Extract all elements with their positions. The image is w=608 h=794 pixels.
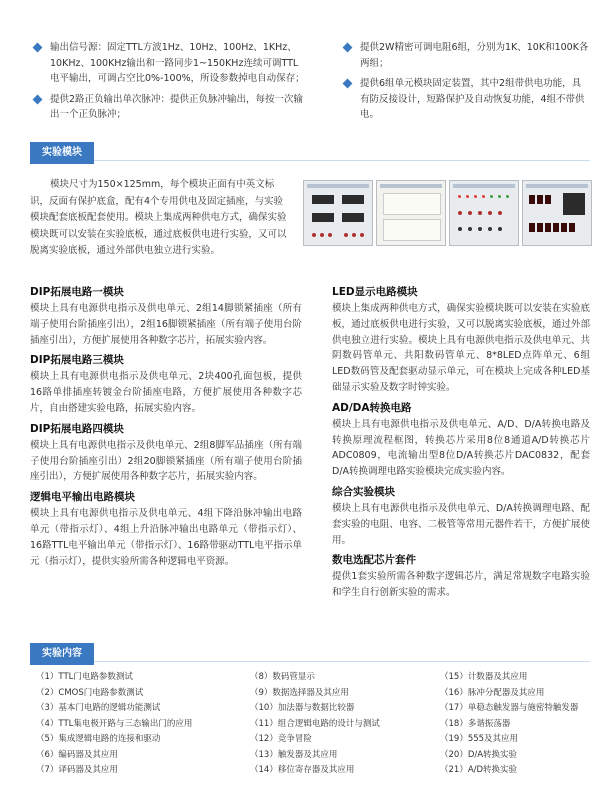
experiment-item: （18）多谐振荡器 [440, 718, 511, 729]
experiment-item: （19）555及其应用 [440, 734, 519, 744]
bullet-text: 提供2路正负输出单次脉冲：提供正负脉冲输出，每按一次输出一个正负脉冲； [50, 93, 304, 120]
module-description: 模块尺寸为150×125mm，每个模块正面有中英文标识，反面有保护底盒，配有4个专用供电及固定插座，与实验模块配套底板配套使用。模块上集成两种供电方式，确保实验模块既可以安装在实验底板，通过底板供电进行实验，又可以脱离实验底板，通过外部供电独立进行实验。 [30, 179, 287, 256]
section-title: 实验模块 [30, 142, 94, 164]
module-text: 模块上具有电源供电指示及供电单元、A/D、D/A转换电路及转换原理流程框图，转换芯片采用8位8通道A/D转换芯片ADC0809，电流输出型8位D/A转换芯片DAC0832，配套D/A转换调理电路实验模块完成实验内容。 [332, 418, 590, 478]
section-divider [30, 661, 590, 662]
experiment-item: （7）译码器及其应用 [36, 765, 118, 775]
module-text: 模块上具有电源供电指示及供电单元、4组下降沿脉冲输出电路单元（带指示灯）、4组上升沿脉冲输出电路单元（带指示灯）、16路TTL电平输出单元（带指示灯）、16路带驱动TTL电平指示单元（指示灯），提供实验所需各种逻辑电平资源。 [30, 508, 302, 567]
module-title: AD/DA转换电路 [332, 401, 412, 414]
module-photo [376, 180, 446, 246]
module-photo [303, 180, 373, 246]
module-title: LED显示电路模块 [332, 286, 418, 298]
experiment-item: （3）基本门电路的逻辑功能测试 [36, 703, 161, 713]
experiment-item: （10）加法器与数据比较器 [250, 703, 355, 713]
experiment-item: （17）单稳态触发器与施密特触发器 [440, 703, 579, 713]
bullet-text: 提供6组单元模块固定装置，其中2组带供电功能，具有防反接设计，短路保护及自动恢复功能，4组不带供电。 [360, 78, 585, 120]
experiment-item: （12）竞争冒险 [250, 734, 312, 744]
module-title: DIP拓展电路四模块 [30, 422, 124, 435]
top-bullets-right [340, 40, 590, 128]
bullet-item [30, 40, 305, 87]
modules-right-column [332, 285, 590, 606]
experiment-item: （15）计数器及其应用 [440, 672, 528, 682]
diamond-bullet-icon [343, 43, 353, 53]
experiment-item: （4）TTL集电极开路与三态输出门的应用 [36, 718, 193, 729]
module-photo [449, 180, 519, 246]
experiment-item: （6）编码器及其应用 [36, 749, 118, 760]
modules-left-column [30, 285, 302, 574]
diamond-bullet-icon [33, 94, 43, 104]
contents-section-header [30, 643, 590, 665]
experiment-item: （9）数据选择器及其应用 [250, 687, 349, 698]
experiment-item: （2）CMOS门电路参数测试 [36, 687, 144, 698]
module-text: 模块上具有电源供电指示及供电单元、D/A转换调理电路、配套实验的电阻、电容、二极管等常用元器件若干，方便扩展使用。 [332, 502, 590, 546]
module-photo [522, 180, 592, 246]
diamond-bullet-icon [33, 43, 43, 53]
experiment-item: （13）触发器及其应用 [250, 749, 338, 760]
bullet-item [340, 40, 590, 71]
module-title: DIP拓展电路三模块 [30, 354, 124, 367]
experiment-item: （20）D/A转换实验 [440, 749, 518, 760]
module-photos [303, 180, 593, 246]
section-divider [30, 160, 590, 161]
bullet-text: 输出信号源：固定TTL方波1Hz、10Hz、100Hz、1KHz、10KHz、100KHz输出和一路同步1~150KHz连续可调TTL电平输出，可调占空比0%-100%，所设参数掉电自动保存； [50, 42, 305, 84]
bullet-item [30, 92, 305, 123]
module-text: 模块上具有电源供电指示及供电单元、2组8脚军品插座（所有端子使用台阶插座引出）2组20脚锁紧插座（所有端子使用台阶插座引出），方便扩展使用各种数字芯片，拓展实验内容。 [30, 439, 302, 483]
top-bullets-left [30, 40, 305, 128]
experiment-item: （21）A/D转换实验 [440, 765, 518, 775]
module-title: 数电选配芯片套件 [332, 554, 416, 567]
experiment-item: （16）脉冲分配器及其应用 [440, 687, 545, 698]
bullet-text: 提供2W精密可调电阻6组，分别为1K、10K和100K各两组； [360, 42, 589, 69]
diamond-bullet-icon [343, 79, 353, 89]
experiment-item: （1）TTL门电路参数测试 [36, 672, 133, 682]
module-title: 逻辑电平输出电路模块 [30, 491, 135, 504]
module-text: 提供1套实验所需各种数字逻辑芯片，满足常规数字电路实验和学生自行创新实验的需求。 [332, 571, 590, 599]
module-section-header [30, 142, 590, 164]
experiment-item: （8）数码管显示 [250, 672, 315, 682]
contents-column [250, 670, 380, 779]
experiment-item: （14）移位寄存器及其应用 [250, 765, 355, 775]
experiment-item: （11）组合逻辑电路的设计与测试 [250, 718, 380, 729]
experiment-item: （5）集成逻辑电路的连接和驱动 [36, 734, 161, 744]
section-title: 实验内容 [30, 643, 94, 665]
module-text: 模块上具有电源供电指示及供电单元、2块400孔面包板，提供16路单排插座转镀金台阶插座电路，方便扩展使用各种数字芯片，自由搭建实验电路，拓展实验内容。 [30, 371, 302, 414]
module-text: 模块上集成两种供电方式，确保实验模块既可以安装在实验底板，通过底板供电进行实验，又可以脱离实验底板，通过外部供电独立进行实验。模块上具有电源供电指示及供电单元、共阴数码管单元、共阳数码管单元、8*8LED点阵单元、6组LED数码管及配套驱动显示单元，可在模块上完成各种LED基础显示实验及数字时钟实验。 [332, 303, 590, 393]
module-title: DIP拓展电路一模块 [30, 286, 124, 298]
contents-column [440, 670, 578, 779]
contents-column [36, 670, 192, 779]
bullet-item [340, 76, 590, 123]
module-text: 模块上具有电源供电指示及供电单元、2组14脚锁紧插座（所有端子使用台阶插座引出），2组16脚锁紧插座（所有端子使用台阶插座引出），方便扩展使用各种数字芯片，拓展实验内容。 [30, 303, 302, 346]
module-title: 综合实验模块 [332, 485, 395, 498]
